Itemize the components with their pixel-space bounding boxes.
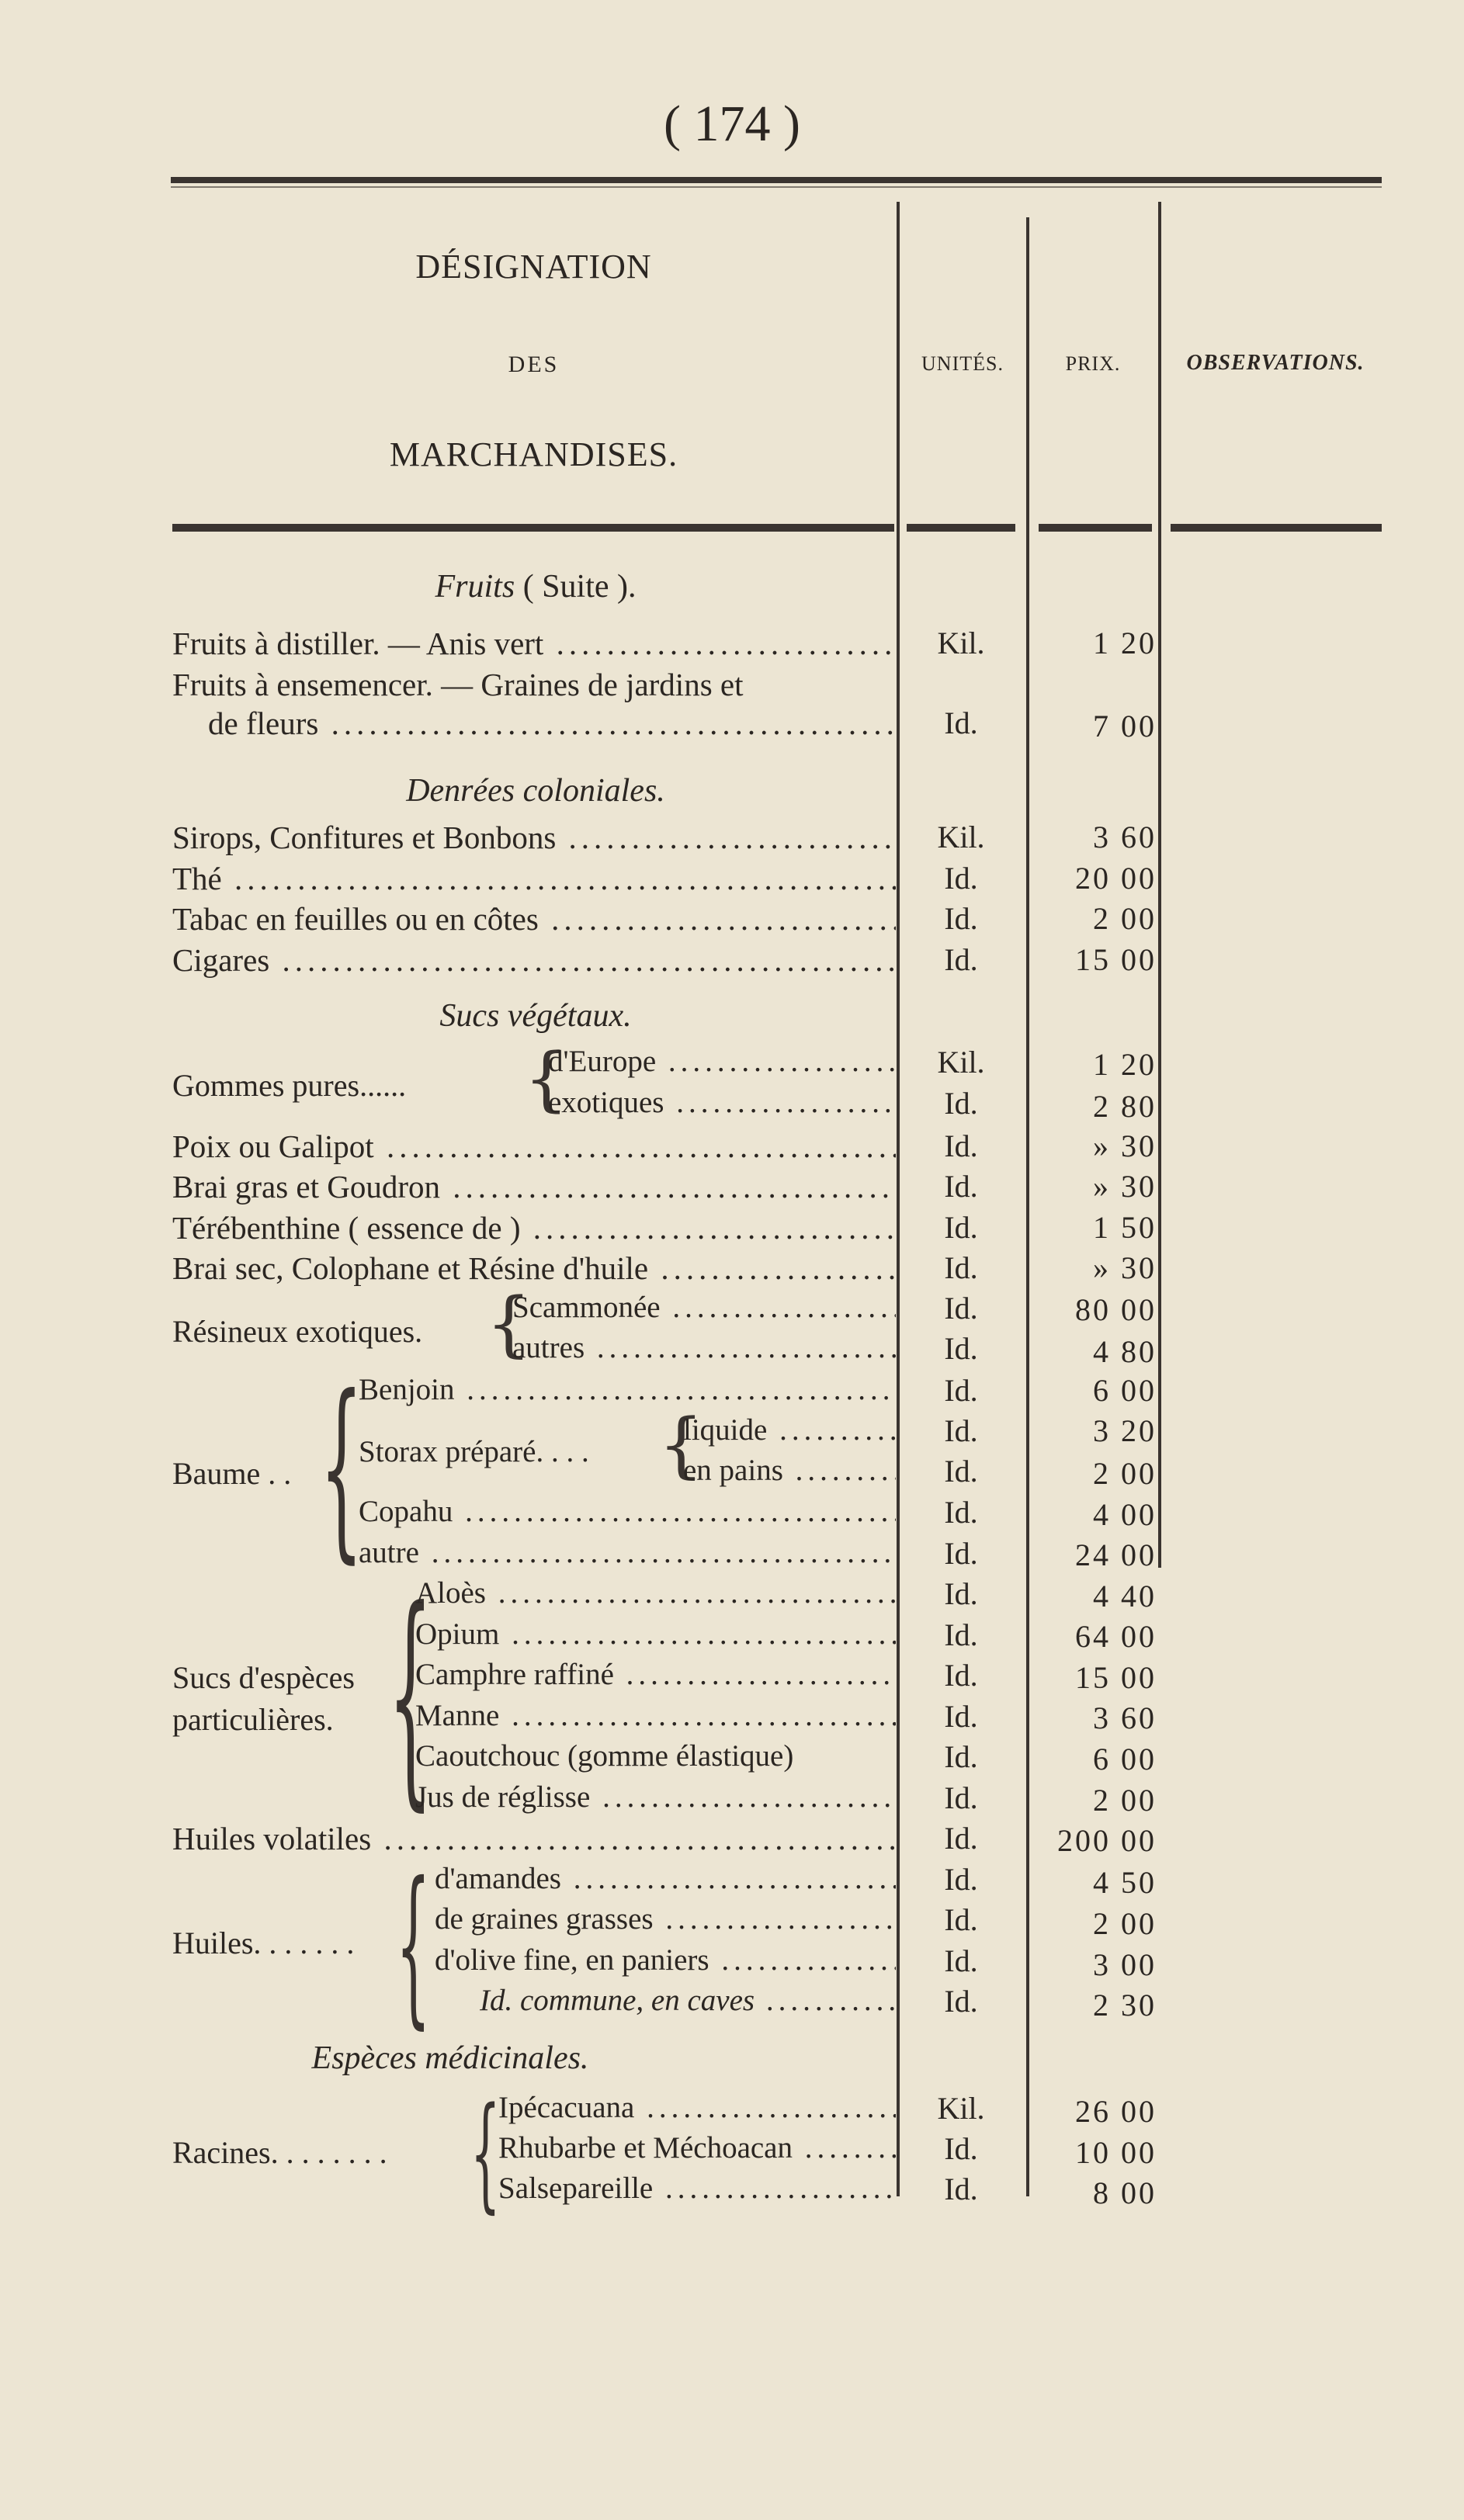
header-rule-prix: [1039, 524, 1152, 532]
brace-baume: {: [320, 1354, 363, 1580]
row-copahu-unit: Id.: [944, 1495, 978, 1530]
row-resineux-autres-unit: Id.: [944, 1331, 978, 1366]
row-graines-grasses-label: de graines grasses .....: [435, 1901, 896, 1936]
row-camphre-label: Camphre raffiné .....: [415, 1657, 896, 1692]
header-prix: PRIX.: [1065, 352, 1121, 375]
row-brai-gras-unit: Id.: [944, 1169, 978, 1204]
row-aloes-price: 4 40: [1093, 1579, 1157, 1614]
row-caoutchouc-price: 6 00: [1093, 1742, 1157, 1776]
row-huiles-volatiles-label: Huiles volatiles .....: [172, 1820, 896, 1857]
row-camphre-price: 15 00: [1075, 1660, 1157, 1695]
row-anis-label: Fruits à distiller. — Anis vert .....: [172, 625, 896, 662]
row-storax-pains-price: 2 00: [1093, 1456, 1157, 1491]
group-sucs-especes-2: particulières.: [172, 1702, 334, 1737]
row-graines-label-1: Fruits à ensemencer. — Graines de jardins et: [172, 667, 744, 702]
row-reglisse-unit: Id.: [944, 1780, 978, 1815]
row-salsepareille-label: Salsepareille .....: [498, 2171, 896, 2206]
row-olive-fine-price: 3 00: [1093, 1947, 1157, 1982]
row-opium-unit: Id.: [944, 1617, 978, 1652]
row-poix-price: » 30: [1093, 1128, 1157, 1163]
row-terebenthine-price: 1 50: [1093, 1210, 1157, 1245]
row-gommes-exotiques-unit: Id.: [944, 1086, 978, 1121]
top-rule-thin: [171, 186, 1382, 188]
row-the-label: Thé .....: [172, 860, 896, 897]
section-denrees: Denrées coloniales.: [406, 773, 665, 809]
row-tabac-label: Tabac en feuilles ou en côtes .....: [172, 900, 896, 938]
section-sucs: Sucs végétaux.: [439, 998, 632, 1034]
row-storax-liquide-price: 3 20: [1093, 1413, 1157, 1448]
row-copahu-label: Copahu .....: [359, 1494, 896, 1529]
row-olive-commune-price: 2 30: [1093, 1988, 1157, 2023]
header-designation: DÉSIGNATION: [415, 248, 652, 286]
header-rule-units: [907, 524, 1015, 532]
row-storax-pains-unit: Id.: [944, 1454, 978, 1489]
row-olive-fine-label: d'olive fine, en paniers .....: [435, 1943, 896, 1978]
row-scammonee-price: 80 00: [1075, 1292, 1157, 1327]
brace-sucs-especes: {: [388, 1560, 433, 1831]
group-resineux: Résineux exotiques.: [172, 1314, 423, 1349]
brace-huiles: {: [396, 1846, 431, 2044]
row-gommes-exotiques-price: 2 80: [1093, 1089, 1157, 1124]
brace-storax: {: [658, 1403, 704, 1486]
row-opium-price: 64 00: [1075, 1619, 1157, 1654]
row-amandes-unit: Id.: [944, 1862, 978, 1897]
row-cigares-label: Cigares .....: [172, 941, 896, 979]
row-manne-price: 3 60: [1093, 1700, 1157, 1735]
row-amandes-price: 4 50: [1093, 1865, 1157, 1900]
row-graines-price: 7 00: [1093, 709, 1157, 744]
row-huiles-volatiles-price: 200 00: [1057, 1823, 1157, 1858]
row-sirops-price: 3 60: [1093, 820, 1157, 854]
row-terebenthine-label: Térébenthine ( essence de ) .....: [172, 1209, 896, 1246]
row-benjoin-price: 6 00: [1093, 1373, 1157, 1408]
section-fruits: Fruits ( Suite ).: [435, 569, 637, 605]
row-rhubarbe-unit: Id.: [944, 2131, 978, 2166]
header-rule-designation: [172, 524, 894, 532]
row-opium-label: Opium .....: [415, 1617, 896, 1652]
row-copahu-price: 4 00: [1093, 1497, 1157, 1532]
row-resineux-autres-label: autres .....: [512, 1330, 896, 1365]
row-rhubarbe-label: Rhubarbe et Méchoacan .....: [498, 2130, 896, 2165]
group-gommes: Gommes pures......: [172, 1068, 407, 1103]
storax-label: Storax préparé. . . .: [359, 1435, 589, 1468]
row-anis-unit: Kil.: [937, 626, 985, 660]
column-rule-3: [1158, 202, 1161, 1568]
row-aloes-label: Aloès .....: [415, 1575, 896, 1610]
row-aloes-unit: Id.: [944, 1576, 978, 1611]
row-gommes-exotiques-label: exotiques .....: [548, 1085, 896, 1120]
row-camphre-unit: Id.: [944, 1658, 978, 1693]
header-marchandises: MARCHANDISES.: [389, 435, 678, 473]
header-observations: OBSERVATIONS.: [1186, 351, 1365, 375]
row-benjoin-label: Benjoin .....: [359, 1372, 896, 1407]
brace-racines: {: [470, 2080, 501, 2225]
row-poix-unit: Id.: [944, 1128, 978, 1163]
group-baume: Baume . .: [172, 1456, 292, 1491]
row-cigares-unit: Id.: [944, 942, 978, 977]
row-brai-gras-label: Brai gras et Goudron .....: [172, 1168, 896, 1205]
row-rhubarbe-price: 10 00: [1075, 2135, 1157, 2170]
row-cigares-price: 15 00: [1075, 942, 1157, 977]
row-reglisse-label: Jus de réglisse .....: [415, 1780, 896, 1815]
row-resineux-autres-price: 4 80: [1093, 1334, 1157, 1369]
row-gommes-europe-unit: Kil.: [937, 1045, 985, 1080]
row-ipecacuana-unit: Kil.: [937, 2091, 985, 2126]
row-gommes-europe-label: d'Europe .....: [548, 1044, 896, 1079]
row-tabac-price: 2 00: [1093, 901, 1157, 936]
row-anis-price: 1 20: [1093, 626, 1157, 660]
group-sucs-especes-1: Sucs d'espèces: [172, 1660, 355, 1695]
row-graines-grasses-unit: Id.: [944, 1902, 978, 1937]
row-sirops-label: Sirops, Confitures et Bonbons .....: [172, 819, 896, 856]
header-rule-observations: [1171, 524, 1382, 532]
row-huiles-volatiles-unit: Id.: [944, 1821, 978, 1856]
row-scammonee-label: Scammonée .....: [512, 1290, 896, 1325]
row-manne-label: Manne .....: [415, 1698, 896, 1733]
row-gommes-europe-price: 1 20: [1093, 1047, 1157, 1082]
row-olive-fine-unit: Id.: [944, 1943, 978, 1978]
row-storax-pains-label: en pains .....: [683, 1453, 896, 1488]
row-graines-unit: Id.: [944, 705, 978, 740]
row-baume-autre-label: autre .....: [359, 1535, 896, 1570]
row-tabac-unit: Id.: [944, 901, 978, 936]
brace-resineux: {: [486, 1282, 532, 1365]
group-racines: Racines. . . . . . . .: [172, 2135, 387, 2170]
row-ipecacuana-price: 26 00: [1075, 2094, 1157, 2129]
page-number: ( 174 ): [664, 95, 800, 152]
row-sirops-unit: Kil.: [937, 820, 985, 854]
row-baume-autre-unit: Id.: [944, 1536, 978, 1571]
row-olive-commune-unit: Id.: [944, 1984, 978, 2019]
row-caoutchouc-unit: Id.: [944, 1739, 978, 1774]
row-graines-grasses-price: 2 00: [1093, 1906, 1157, 1941]
row-terebenthine-unit: Id.: [944, 1210, 978, 1245]
row-brai-gras-price: » 30: [1093, 1169, 1157, 1204]
header-units: UNITÉS.: [921, 352, 1004, 375]
row-graines-label-2: de fleurs .....: [208, 705, 896, 742]
row-poix-label: Poix ou Galipot .....: [172, 1128, 896, 1165]
row-manne-unit: Id.: [944, 1699, 978, 1734]
row-brai-sec-price: » 30: [1093, 1250, 1157, 1285]
row-scammonee-unit: Id.: [944, 1291, 978, 1326]
group-huiles: Huiles. . . . . . .: [172, 1926, 355, 1960]
row-ipecacuana-label: Ipécacuana .....: [498, 2090, 896, 2125]
row-caoutchouc-label: Caoutchouc (gomme élastique): [415, 1739, 794, 1773]
row-amandes-label: d'amandes .....: [435, 1861, 896, 1896]
row-salsepareille-unit: Id.: [944, 2172, 978, 2206]
row-benjoin-unit: Id.: [944, 1373, 978, 1408]
row-salsepareille-price: 8 00: [1093, 2175, 1157, 2210]
row-brai-sec-label: Brai sec, Colophane et Résine d'huile .....: [172, 1250, 896, 1287]
header-des: DES: [508, 352, 560, 377]
row-the-unit: Id.: [944, 861, 978, 896]
top-rule: [171, 177, 1382, 183]
row-baume-autre-price: 24 00: [1075, 1537, 1157, 1572]
row-reglisse-price: 2 00: [1093, 1783, 1157, 1818]
row-storax-liquide-unit: Id.: [944, 1413, 978, 1448]
section-especes: Espèces médicinales.: [311, 2040, 589, 2076]
row-the-price: 20 00: [1075, 861, 1157, 896]
row-brai-sec-unit: Id.: [944, 1250, 978, 1285]
row-storax-liquide-label: liquide .....: [683, 1413, 896, 1447]
row-olive-commune-label: Id. commune, en caves .....: [480, 1983, 896, 2018]
brace-gommes: {: [524, 1038, 569, 1120]
